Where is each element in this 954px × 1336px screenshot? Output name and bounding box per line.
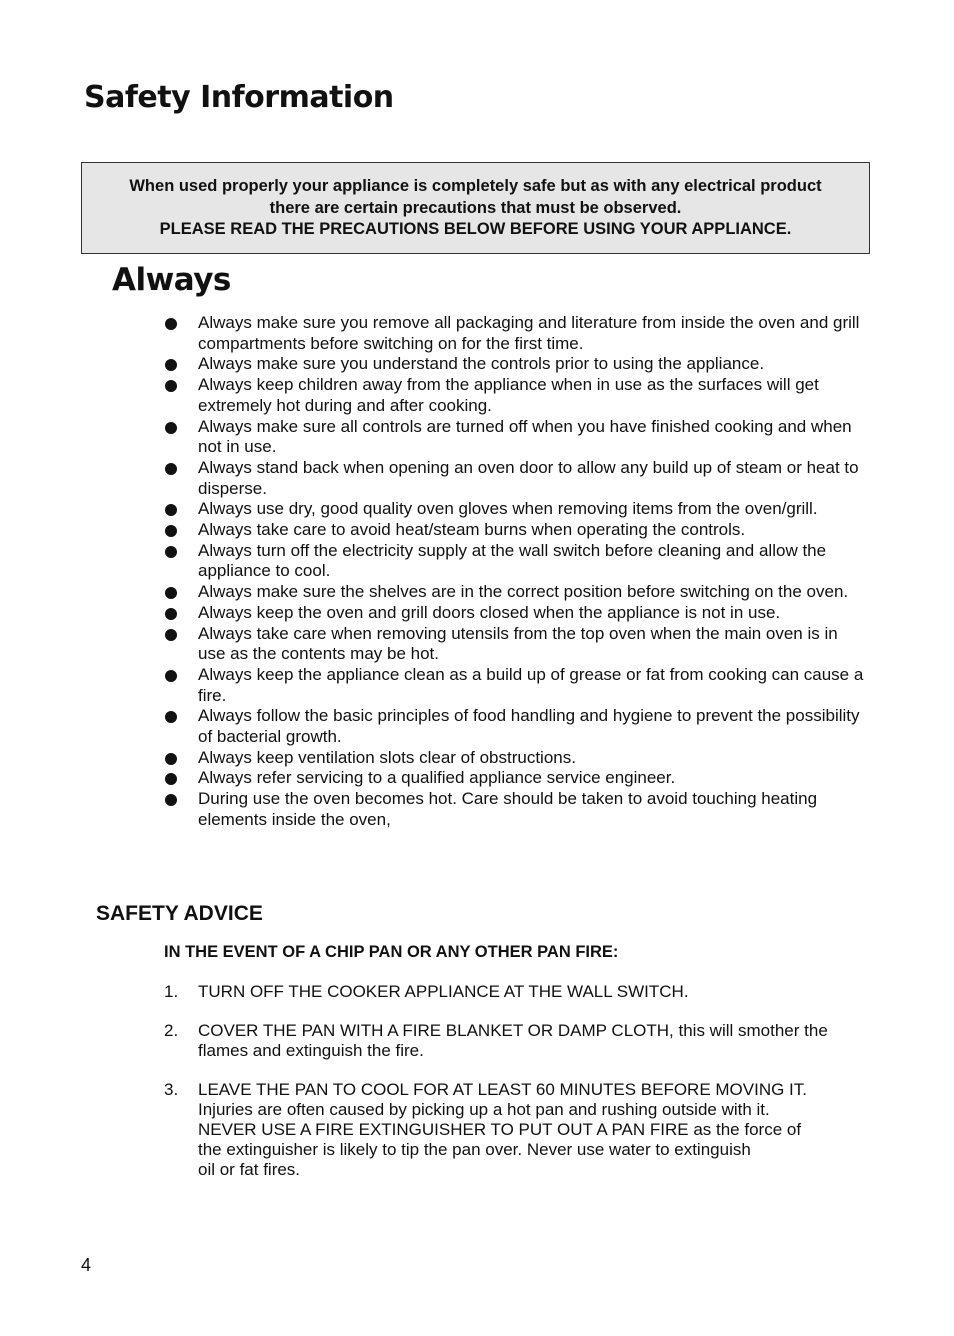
list-item	[165, 458, 865, 499]
step-1	[164, 982, 864, 1002]
bullet-icon	[165, 380, 177, 392]
step-text-line: Injuries are often caused by picking up a hot pan and rushing outside with it.	[198, 1100, 770, 1119]
pan-fire-subheading: IN THE EVENT OF A CHIP PAN OR ANY OTHER PAN FIRE:	[164, 943, 619, 961]
step-text-line: flames and extinguish the fire.	[198, 1041, 424, 1060]
list-item	[165, 603, 865, 624]
page-title: Safety Information	[84, 80, 394, 115]
safety-advice-heading: SAFETY ADVICE	[96, 902, 263, 925]
list-item-text: Always make sure the shelves are in the correct position before switching on the oven.	[198, 582, 849, 602]
bullet-icon	[165, 773, 177, 785]
list-item	[165, 354, 865, 375]
step-text-line: TURN OFF THE COOKER APPLIANCE AT THE WALL SWITCH.	[198, 982, 689, 1001]
list-item-text: Always turn off the electricity supply at the wall switch before cleaning and allow the appliance to cool.	[198, 540, 827, 581]
notice-line-3: PLEASE READ THE PRECAUTIONS BELOW BEFORE USING YOUR APPLIANCE.	[159, 220, 792, 238]
step-text-line: oil or fat fires.	[198, 1160, 301, 1179]
list-item-text: During use the oven becomes hot. Care should be taken to avoid touching heating elements inside the oven,	[198, 789, 818, 829]
list-item	[165, 375, 865, 416]
step-text-line: LEAVE THE PAN TO COOL FOR AT LEAST 60 MINUTES BEFORE MOVING IT.	[198, 1080, 808, 1099]
list-item	[165, 665, 865, 706]
bullet-icon	[165, 608, 177, 620]
list-item-text: Always take care to avoid heat/steam burns when operating the controls.	[198, 520, 746, 540]
bullet-icon	[165, 587, 177, 599]
list-item-text: Always take care when removing utensils from the top oven when the main oven is in use as the contents may be hot.	[198, 623, 838, 664]
bullet-icon	[165, 794, 177, 806]
list-item-text: Always follow the basic principles of food handling and hygiene to prevent the possibility of bacterial growth.	[198, 706, 860, 747]
bullet-icon	[165, 629, 177, 641]
bullet-icon	[165, 463, 177, 475]
list-item	[165, 582, 865, 603]
list-item	[165, 748, 865, 769]
bullet-icon	[165, 525, 177, 537]
list-item	[165, 417, 865, 458]
always-heading: Always	[112, 262, 231, 298]
step-text-line: the extinguisher is likely to tip the pan over. Never use water to extinguish	[198, 1140, 751, 1159]
bullet-icon	[165, 546, 177, 558]
list-item-text: Always keep the appliance clean as a build up of grease or fat from cooking can cause a fire.	[198, 664, 864, 705]
safety-notice-box	[81, 162, 870, 254]
notice-line-1: When used properly your appliance is completely safe but as with any electrical product	[129, 177, 822, 195]
list-item-text: Always refer servicing to a qualified appliance service engineer.	[198, 768, 676, 788]
list-item	[165, 499, 865, 520]
always-list	[165, 313, 865, 831]
list-item-text: Always stand back when opening an oven door to allow any build up of steam or heat to disperse.	[198, 457, 859, 498]
list-item-text: Always keep children away from the appliance when in use as the surfaces will get extremely hot during and after cooking.	[198, 375, 819, 415]
step-number: 2.	[164, 1021, 179, 1040]
list-item	[165, 706, 865, 747]
page-number: 4	[81, 1255, 92, 1275]
step-number: 3.	[164, 1080, 179, 1099]
list-item-text: Always make sure you remove all packaging and literature from inside the oven and grill compartments before switching on for the first time.	[198, 313, 860, 353]
list-item	[165, 768, 865, 789]
step-number: 1.	[164, 982, 179, 1001]
bullet-icon	[165, 359, 177, 371]
bullet-icon	[165, 504, 177, 516]
list-item-text: Always make sure all controls are turned off when you have finished cooking and when not in use.	[198, 416, 852, 457]
list-item	[165, 624, 865, 665]
bullet-icon	[165, 711, 177, 723]
bullet-icon	[165, 753, 177, 765]
pan-fire-steps	[164, 982, 864, 1199]
step-text-line: COVER THE PAN WITH A FIRE BLANKET OR DAMP CLOTH, this will smother the	[198, 1021, 828, 1040]
list-item	[165, 541, 865, 582]
bullet-icon	[165, 670, 177, 682]
list-item	[165, 520, 865, 541]
list-item-text: Always use dry, good quality oven gloves when removing items from the oven/grill.	[198, 499, 818, 519]
step-text-line: NEVER USE A FIRE EXTINGUISHER TO PUT OUT A PAN FIRE as the force of	[198, 1120, 802, 1139]
list-item-text: Always make sure you understand the controls prior to using the appliance.	[198, 354, 765, 374]
list-item-text: Always keep ventilation slots clear of obstructions.	[198, 747, 576, 767]
notice-line-2: there are certain precautions that must be observed.	[269, 198, 682, 217]
bullet-icon	[165, 422, 177, 434]
bullet-icon	[165, 318, 177, 330]
list-item	[165, 313, 865, 354]
list-item-text: Always keep the oven and grill doors closed when the appliance is not in use.	[198, 602, 781, 622]
step-3	[164, 1080, 864, 1180]
step-2	[164, 1021, 864, 1061]
list-item	[165, 789, 865, 830]
